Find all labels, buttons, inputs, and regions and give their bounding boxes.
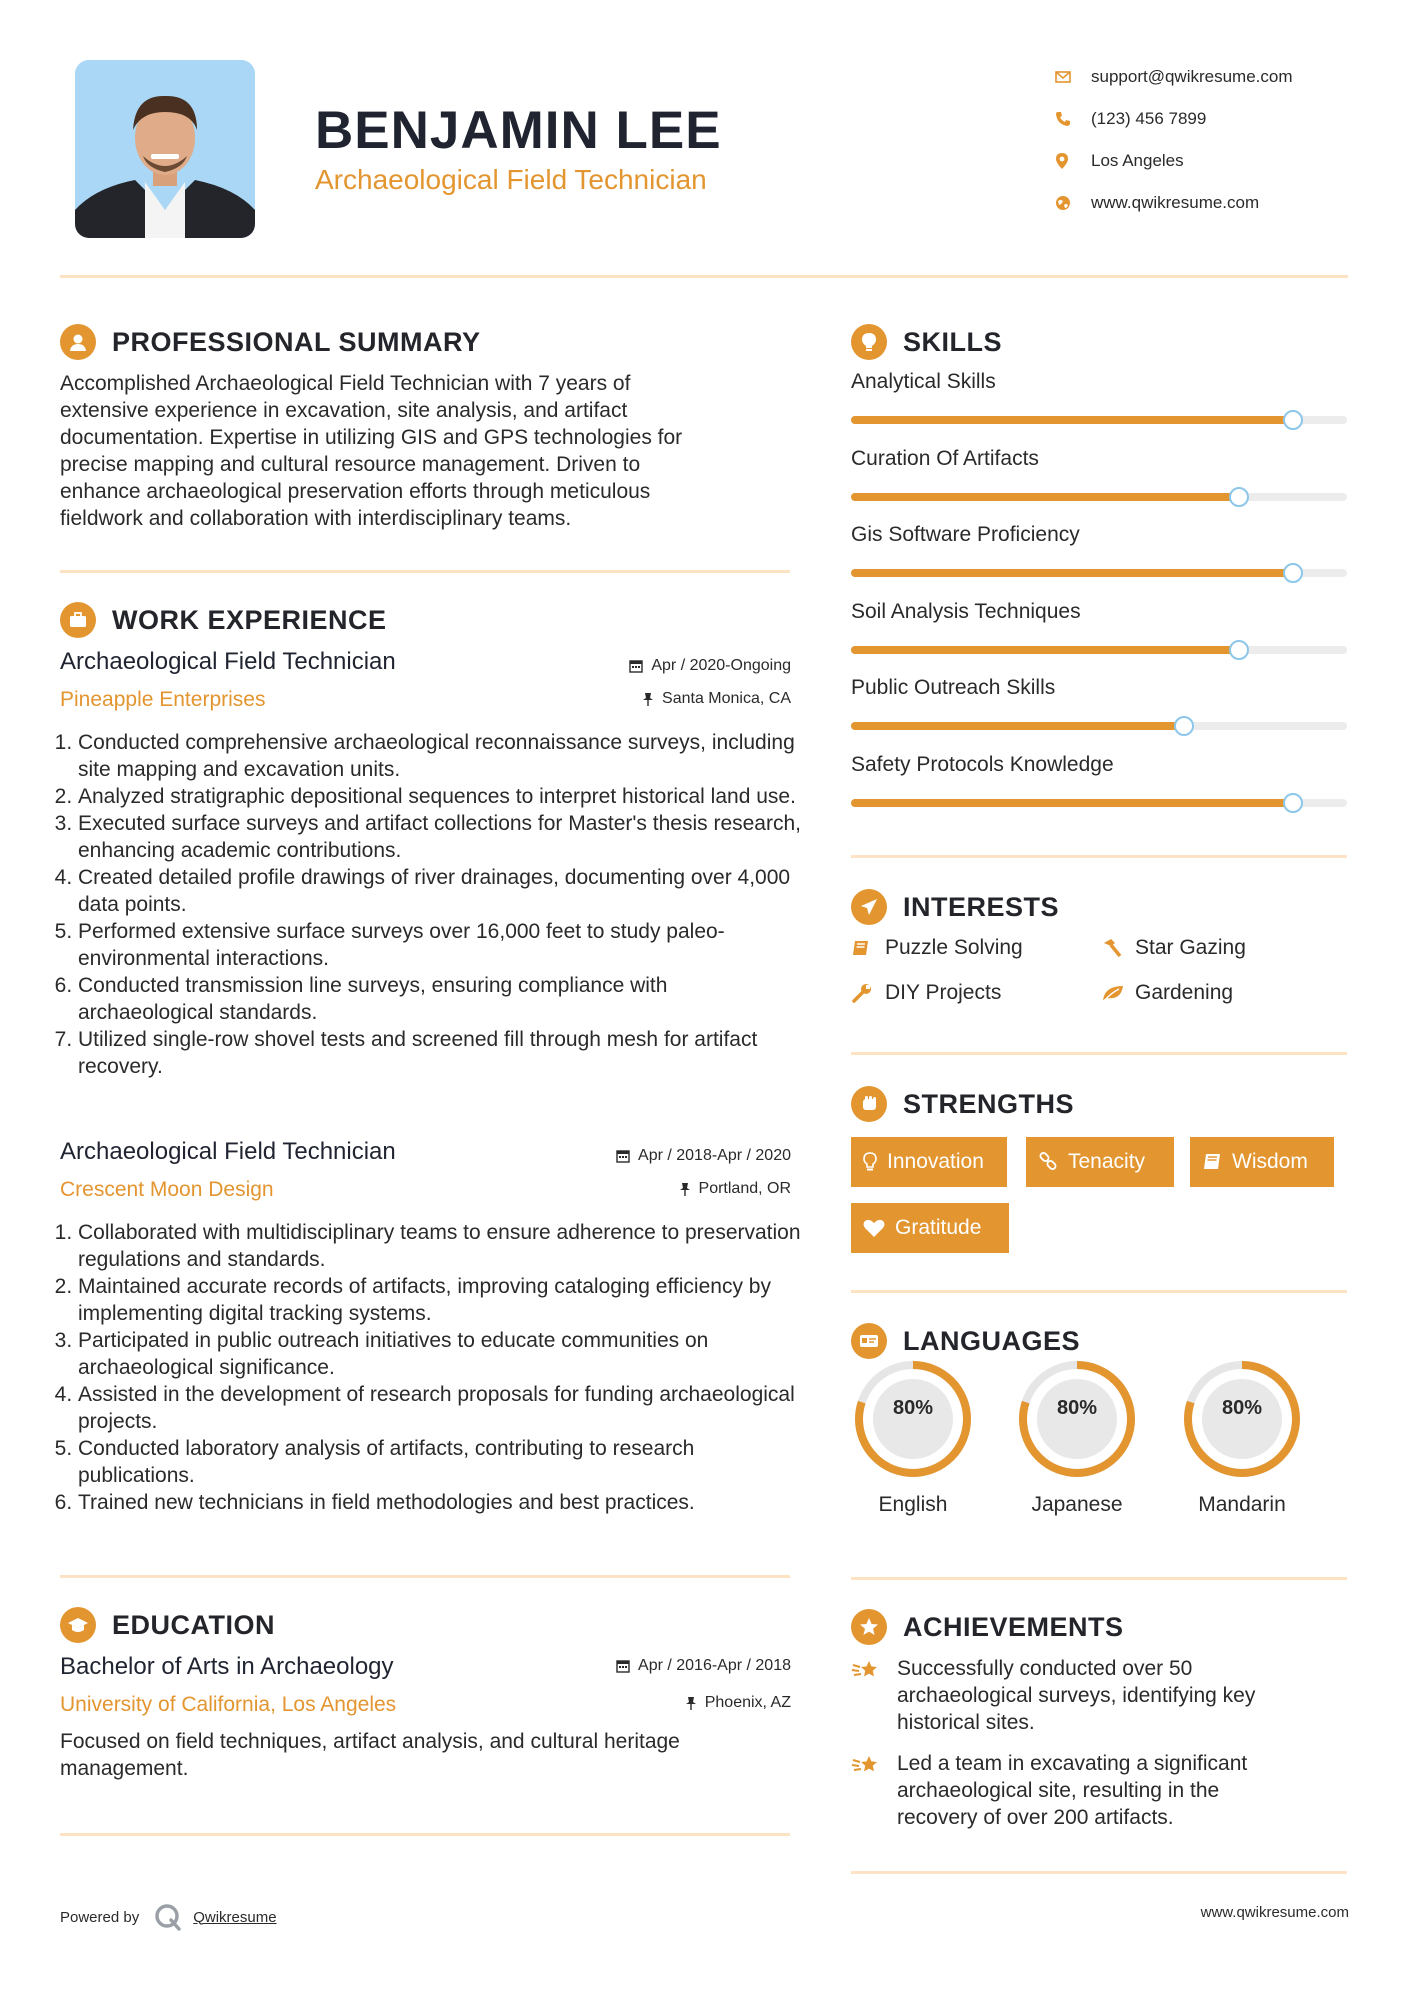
degree-title: Bachelor of Arts in Archaeology xyxy=(60,1653,394,1680)
graduation-icon xyxy=(60,1607,96,1643)
calendar-icon xyxy=(616,1149,630,1163)
skill-bar xyxy=(851,569,1347,577)
skill-name: Gis Software Proficiency xyxy=(851,523,1080,546)
pushpin-icon xyxy=(685,1696,697,1710)
job-bullet: 1. Conducted comprehensive archaeological reconnaissance surveys, including site mapping and excavation units. xyxy=(78,729,806,783)
summary-line: documentation. Expertise in utilizing GIS and GPS technologies for xyxy=(60,426,683,449)
summary-heading xyxy=(60,324,481,360)
job-location xyxy=(642,690,791,708)
summary-divider xyxy=(60,570,790,573)
summary-line: precise mapping and cultural resource management. Driven to xyxy=(60,453,641,476)
job-bullets xyxy=(60,729,806,1080)
skill-name: Safety Protocols Knowledge xyxy=(851,753,1114,776)
skill-name: Public Outreach Skills xyxy=(851,676,1056,699)
interest-item xyxy=(851,936,1023,960)
powered-by-label: Powered by xyxy=(60,1908,140,1926)
skill-bar-knob xyxy=(1283,563,1303,583)
job-bullet: 7. Utilized single-row shovel tests and screened fill through mesh for artifact recovery. xyxy=(78,1026,806,1080)
interests-title: INTERESTS xyxy=(903,891,1060,922)
shooting-star-icon xyxy=(851,1750,897,1831)
job-bullet: 1. Collaborated with multidisciplinary teams to ensure adherence to preservation regulations and standards. xyxy=(78,1219,806,1273)
contact-location-text: Los Angeles xyxy=(1091,151,1184,170)
skill-bar-knob xyxy=(1229,487,1249,507)
summary-line: Accomplished Archaeological Field Technician with 7 years of xyxy=(60,372,631,395)
summary-line: extensive experience in excavation, site analysis, and artifact xyxy=(60,399,628,422)
education-date-text: Apr / 2016-Apr / 2018 xyxy=(638,1657,791,1674)
education-divider xyxy=(60,1833,790,1836)
summary-line: fieldwork and collaboration with interdisciplinary teams. xyxy=(60,507,572,530)
job-company: Crescent Moon Design xyxy=(60,1178,274,1201)
job-date xyxy=(616,1147,791,1165)
strengths-divider xyxy=(851,1290,1347,1293)
language-item xyxy=(851,1357,975,1516)
interest-label: Gardening xyxy=(1135,981,1234,1004)
job-bullet: 5. Performed extensive surface surveys over 16,000 feet to study paleo-environmental interactions. xyxy=(78,918,806,972)
language-item xyxy=(1015,1357,1139,1516)
job-title: Archaeological Field Technician xyxy=(60,1138,396,1165)
calendar-icon xyxy=(629,659,643,673)
strengths-title: STRENGTHS xyxy=(903,1088,1075,1119)
strength-label: Wisdom xyxy=(1232,1150,1308,1173)
experience-title: WORK EXPERIENCE xyxy=(112,604,387,635)
fist-icon xyxy=(851,1086,887,1122)
skill-bar-knob xyxy=(1283,410,1303,430)
interest-label: DIY Projects xyxy=(885,981,1002,1004)
link-icon xyxy=(1038,1152,1058,1172)
book-icon xyxy=(1202,1153,1222,1171)
interests-heading xyxy=(851,889,1059,925)
education-location xyxy=(685,1694,791,1712)
education-location-text: Phoenix, AZ xyxy=(704,1694,791,1711)
skill-bar-knob xyxy=(1174,716,1194,736)
strength-tag xyxy=(1190,1137,1334,1187)
achievements-title: ACHIEVEMENTS xyxy=(903,1611,1124,1642)
skills-divider xyxy=(851,855,1347,858)
summary-text xyxy=(60,370,800,532)
job-location-text: Portland, OR xyxy=(698,1180,791,1197)
candidate-role: Archaeological Field Technician xyxy=(315,164,707,195)
job-location xyxy=(679,1180,791,1198)
languages-divider xyxy=(851,1577,1347,1580)
strength-label: Innovation xyxy=(887,1150,984,1173)
skill-name: Soil Analysis Techniques xyxy=(851,600,1081,623)
contact-website-text: www.qwikresume.com xyxy=(1091,193,1260,212)
skills-heading xyxy=(851,324,1002,360)
skill-name: Curation Of Artifacts xyxy=(851,447,1039,470)
job-bullet: 4. Created detailed profile drawings of river drainages, documenting over 4,000 data points. xyxy=(78,864,806,918)
star-icon xyxy=(851,1609,887,1645)
achievement-line: recovery of over 200 artifacts. xyxy=(897,1806,1174,1829)
strength-tag xyxy=(1026,1137,1174,1187)
skill-bar-fill xyxy=(851,493,1238,501)
contact-email-text: support@qwikresume.com xyxy=(1091,67,1293,86)
paper-plane-icon xyxy=(851,889,887,925)
contact-email[interactable] xyxy=(1055,56,1293,98)
location-pin-icon xyxy=(1055,151,1091,171)
language-percent: 80% xyxy=(892,1397,934,1419)
interest-item xyxy=(1101,981,1233,1005)
language-name: English xyxy=(878,1493,948,1516)
interest-item xyxy=(1101,936,1246,960)
book-icon xyxy=(851,938,885,958)
footer-powered-by xyxy=(60,1902,277,1932)
job-bullet: 3. Executed surface surveys and artifact collections for Master's thesis research, enhancing academic contributions. xyxy=(78,810,806,864)
strength-label: Tenacity xyxy=(1068,1150,1146,1173)
strength-tag xyxy=(851,1203,1009,1253)
leaf-icon xyxy=(1101,983,1135,1003)
languages-title: LANGUAGES xyxy=(903,1325,1081,1356)
interest-label: Puzzle Solving xyxy=(885,936,1023,959)
qwikresume-logo-icon xyxy=(153,1902,183,1932)
contact-phone-text: (123) 456 7899 xyxy=(1091,109,1207,128)
header-divider xyxy=(60,275,1348,278)
achievement-item xyxy=(851,1655,1347,1736)
summary-title: PROFESSIONAL SUMMARY xyxy=(112,326,481,357)
achievements-divider xyxy=(851,1871,1347,1874)
skill-bar xyxy=(851,722,1347,730)
interest-item xyxy=(851,981,1001,1005)
skill-bar-knob xyxy=(1283,793,1303,813)
skill-bar-fill xyxy=(851,646,1238,654)
footer-website[interactable]: www.qwikresume.com xyxy=(1200,1904,1349,1921)
skill-bar xyxy=(851,416,1347,424)
contact-list xyxy=(1055,56,1293,224)
hammer-icon xyxy=(1101,937,1135,959)
calendar-icon xyxy=(616,1659,630,1673)
job-title: Archaeological Field Technician xyxy=(60,648,396,675)
school-name: University of California, Los Angeles xyxy=(60,1693,397,1716)
strengths-heading xyxy=(851,1086,1074,1122)
language-item xyxy=(1180,1357,1304,1516)
language-name: Japanese xyxy=(1031,1493,1123,1516)
candidate-name: BENJAMIN LEE xyxy=(315,101,722,160)
pushpin-icon xyxy=(679,1182,691,1196)
job-bullet: 3. Participated in public outreach initiatives to educate communities on archaeological significance. xyxy=(78,1327,806,1381)
contact-website[interactable] xyxy=(1055,182,1293,224)
job-company: Pineapple Enterprises xyxy=(60,688,266,711)
strength-tag xyxy=(851,1137,1007,1187)
job-date xyxy=(629,657,791,675)
language-percent: 80% xyxy=(1221,1397,1263,1419)
lightbulb-icon xyxy=(863,1152,877,1172)
achievements-heading xyxy=(851,1609,1124,1645)
job-date-text: Apr / 2020-Ongoing xyxy=(651,657,791,674)
job-bullets xyxy=(60,1219,806,1516)
skill-bar xyxy=(851,799,1347,807)
job-location-text: Santa Monica, CA xyxy=(662,690,791,707)
lightbulb-icon xyxy=(851,324,887,360)
globe-icon xyxy=(1055,193,1091,213)
language-name: Mandarin xyxy=(1198,1493,1286,1516)
envelope-icon xyxy=(1055,67,1091,87)
qwikresume-link[interactable]: Qwikresume xyxy=(193,1908,277,1926)
job-bullet: 5. Conducted laboratory analysis of artifacts, contributing to research publications. xyxy=(78,1435,806,1489)
achievement-line: historical sites. xyxy=(897,1711,1035,1734)
skill-bar-fill xyxy=(851,722,1183,730)
job-bullet: 6. Conducted transmission line surveys, ensuring compliance with archaeological standards. xyxy=(78,972,806,1026)
education-date xyxy=(616,1657,791,1675)
achievement-line: archaeological surveys, identifying key xyxy=(897,1684,1256,1707)
summary-line: enhance archaeological preservation efforts through meticulous xyxy=(60,480,651,503)
job-bullet: 6. Trained new technicians in field methodologies and best practices. xyxy=(78,1489,806,1516)
experience-heading xyxy=(60,602,387,638)
skill-bar xyxy=(851,493,1347,501)
skill-bar-knob xyxy=(1229,640,1249,660)
education-title: EDUCATION xyxy=(112,1609,275,1640)
achievement-item xyxy=(851,1750,1347,1831)
briefcase-icon xyxy=(60,602,96,638)
phone-icon xyxy=(1055,109,1091,129)
skills-title: SKILLS xyxy=(903,326,1003,357)
interest-label: Star Gazing xyxy=(1135,936,1246,959)
wrench-icon xyxy=(851,982,885,1004)
achievement-line: Successfully conducted over 50 xyxy=(897,1657,1193,1680)
education-heading xyxy=(60,1607,275,1643)
experience-divider xyxy=(60,1575,790,1578)
achievement-line: Led a team in excavating a significant xyxy=(897,1752,1248,1775)
education-description: Focused on field techniques, artifact analysis, and cultural heritage management. xyxy=(60,1730,680,1780)
contact-location xyxy=(1055,140,1293,182)
job-bullet: 4. Assisted in the development of research proposals for funding archaeological projects. xyxy=(78,1381,806,1435)
pushpin-icon xyxy=(642,692,654,706)
skill-bar-fill xyxy=(851,569,1292,577)
skill-bar-fill xyxy=(851,416,1292,424)
languages-heading xyxy=(851,1323,1080,1359)
job-bullet: 2. Maintained accurate records of artifacts, improving cataloging efficiency by implementing digital tracking systems. xyxy=(78,1273,806,1327)
interests-divider xyxy=(851,1052,1347,1055)
id-card-icon xyxy=(851,1323,887,1359)
profile-photo xyxy=(75,60,255,238)
skill-bar xyxy=(851,646,1347,654)
job-bullet: 2. Analyzed stratigraphic depositional sequences to interpret historical land use. xyxy=(78,783,806,810)
strength-label: Gratitude xyxy=(895,1216,982,1239)
contact-phone[interactable] xyxy=(1055,98,1293,140)
heart-icon xyxy=(863,1218,885,1238)
user-icon xyxy=(60,324,96,360)
language-percent: 80% xyxy=(1056,1397,1098,1419)
skill-name: Analytical Skills xyxy=(851,370,996,393)
shooting-star-icon xyxy=(851,1655,897,1736)
achievement-line: archaeological site, resulting in the xyxy=(897,1779,1220,1802)
job-date-text: Apr / 2018-Apr / 2020 xyxy=(638,1147,791,1164)
skill-bar-fill xyxy=(851,799,1292,807)
